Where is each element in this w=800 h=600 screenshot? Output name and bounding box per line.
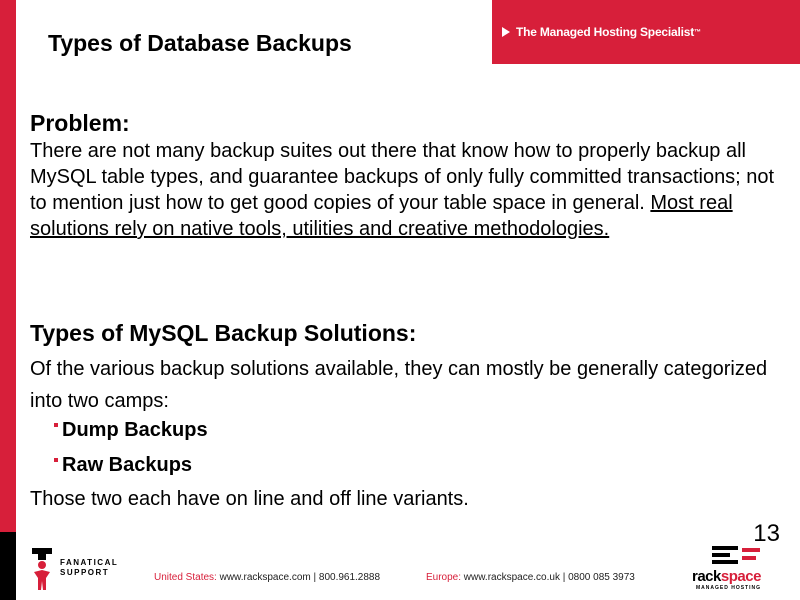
list-item [54,413,208,448]
fanatical-line1: FANATICAL [60,558,119,567]
bullet-icon [54,423,58,427]
list-item-label: Dump Backups [62,419,208,441]
rackspace-wordmark [692,568,761,585]
bullet-icon [54,458,58,462]
list-item-label: Raw Backups [62,454,193,476]
page-number: 13 [753,520,780,547]
rackspace-bars-icon [712,546,762,568]
tagline-tm: ™ [694,28,701,36]
footer [16,560,800,600]
rackspace-logo [692,546,782,598]
backup-types-list [54,413,208,483]
rackspace-subtitle: MANAGED HOSTING [696,585,761,591]
eu-label: Europe: [426,572,462,583]
problem-heading: Problem: [30,110,130,136]
fanatical-line2: SUPPORT [60,568,110,577]
types-intro: Of the various backup solutions available, they can mostly be generally categorized into two camps: [30,358,768,412]
footer-us-contact [154,572,380,583]
fanatical-support-text [60,558,118,578]
slide-title: Types of Database Backups [48,30,352,56]
play-triangle-icon [502,27,510,37]
us-contact: www.rackspace.com | 800.961.2888 [216,572,381,583]
types-heading: Types of MySQL Backup Solutions: [30,320,417,346]
list-item [54,448,208,483]
slide-content [30,108,790,510]
fanatical-figure-icon [30,548,54,594]
us-label: United States: [154,572,217,583]
problem-underlined-text: Most real solutions rely on native tools, utilities and creative methodologies. [30,192,733,240]
fanatical-support-logo [30,548,119,598]
left-accent-bar [0,0,16,532]
rackspace-word-black: rack [692,568,721,585]
types-closing: Those two each have on line and off line variants. [30,488,469,510]
problem-text: There are not many backup suites out there that know how to properly backup all MySQL table types, and guarantee backups of only fully committed transactions; not to mention just how to get good copies of your table space in general. [30,140,775,214]
left-footer-bar [0,532,16,600]
footer-eu-contact [426,572,635,583]
eu-contact: www.rackspace.co.uk | 0800 085 3973 [461,572,635,583]
problem-paragraph [30,138,785,242]
tagline-banner [492,0,800,64]
tagline-text: The Managed Hosting Specialist [516,25,695,39]
rackspace-word-red: space [720,568,761,585]
